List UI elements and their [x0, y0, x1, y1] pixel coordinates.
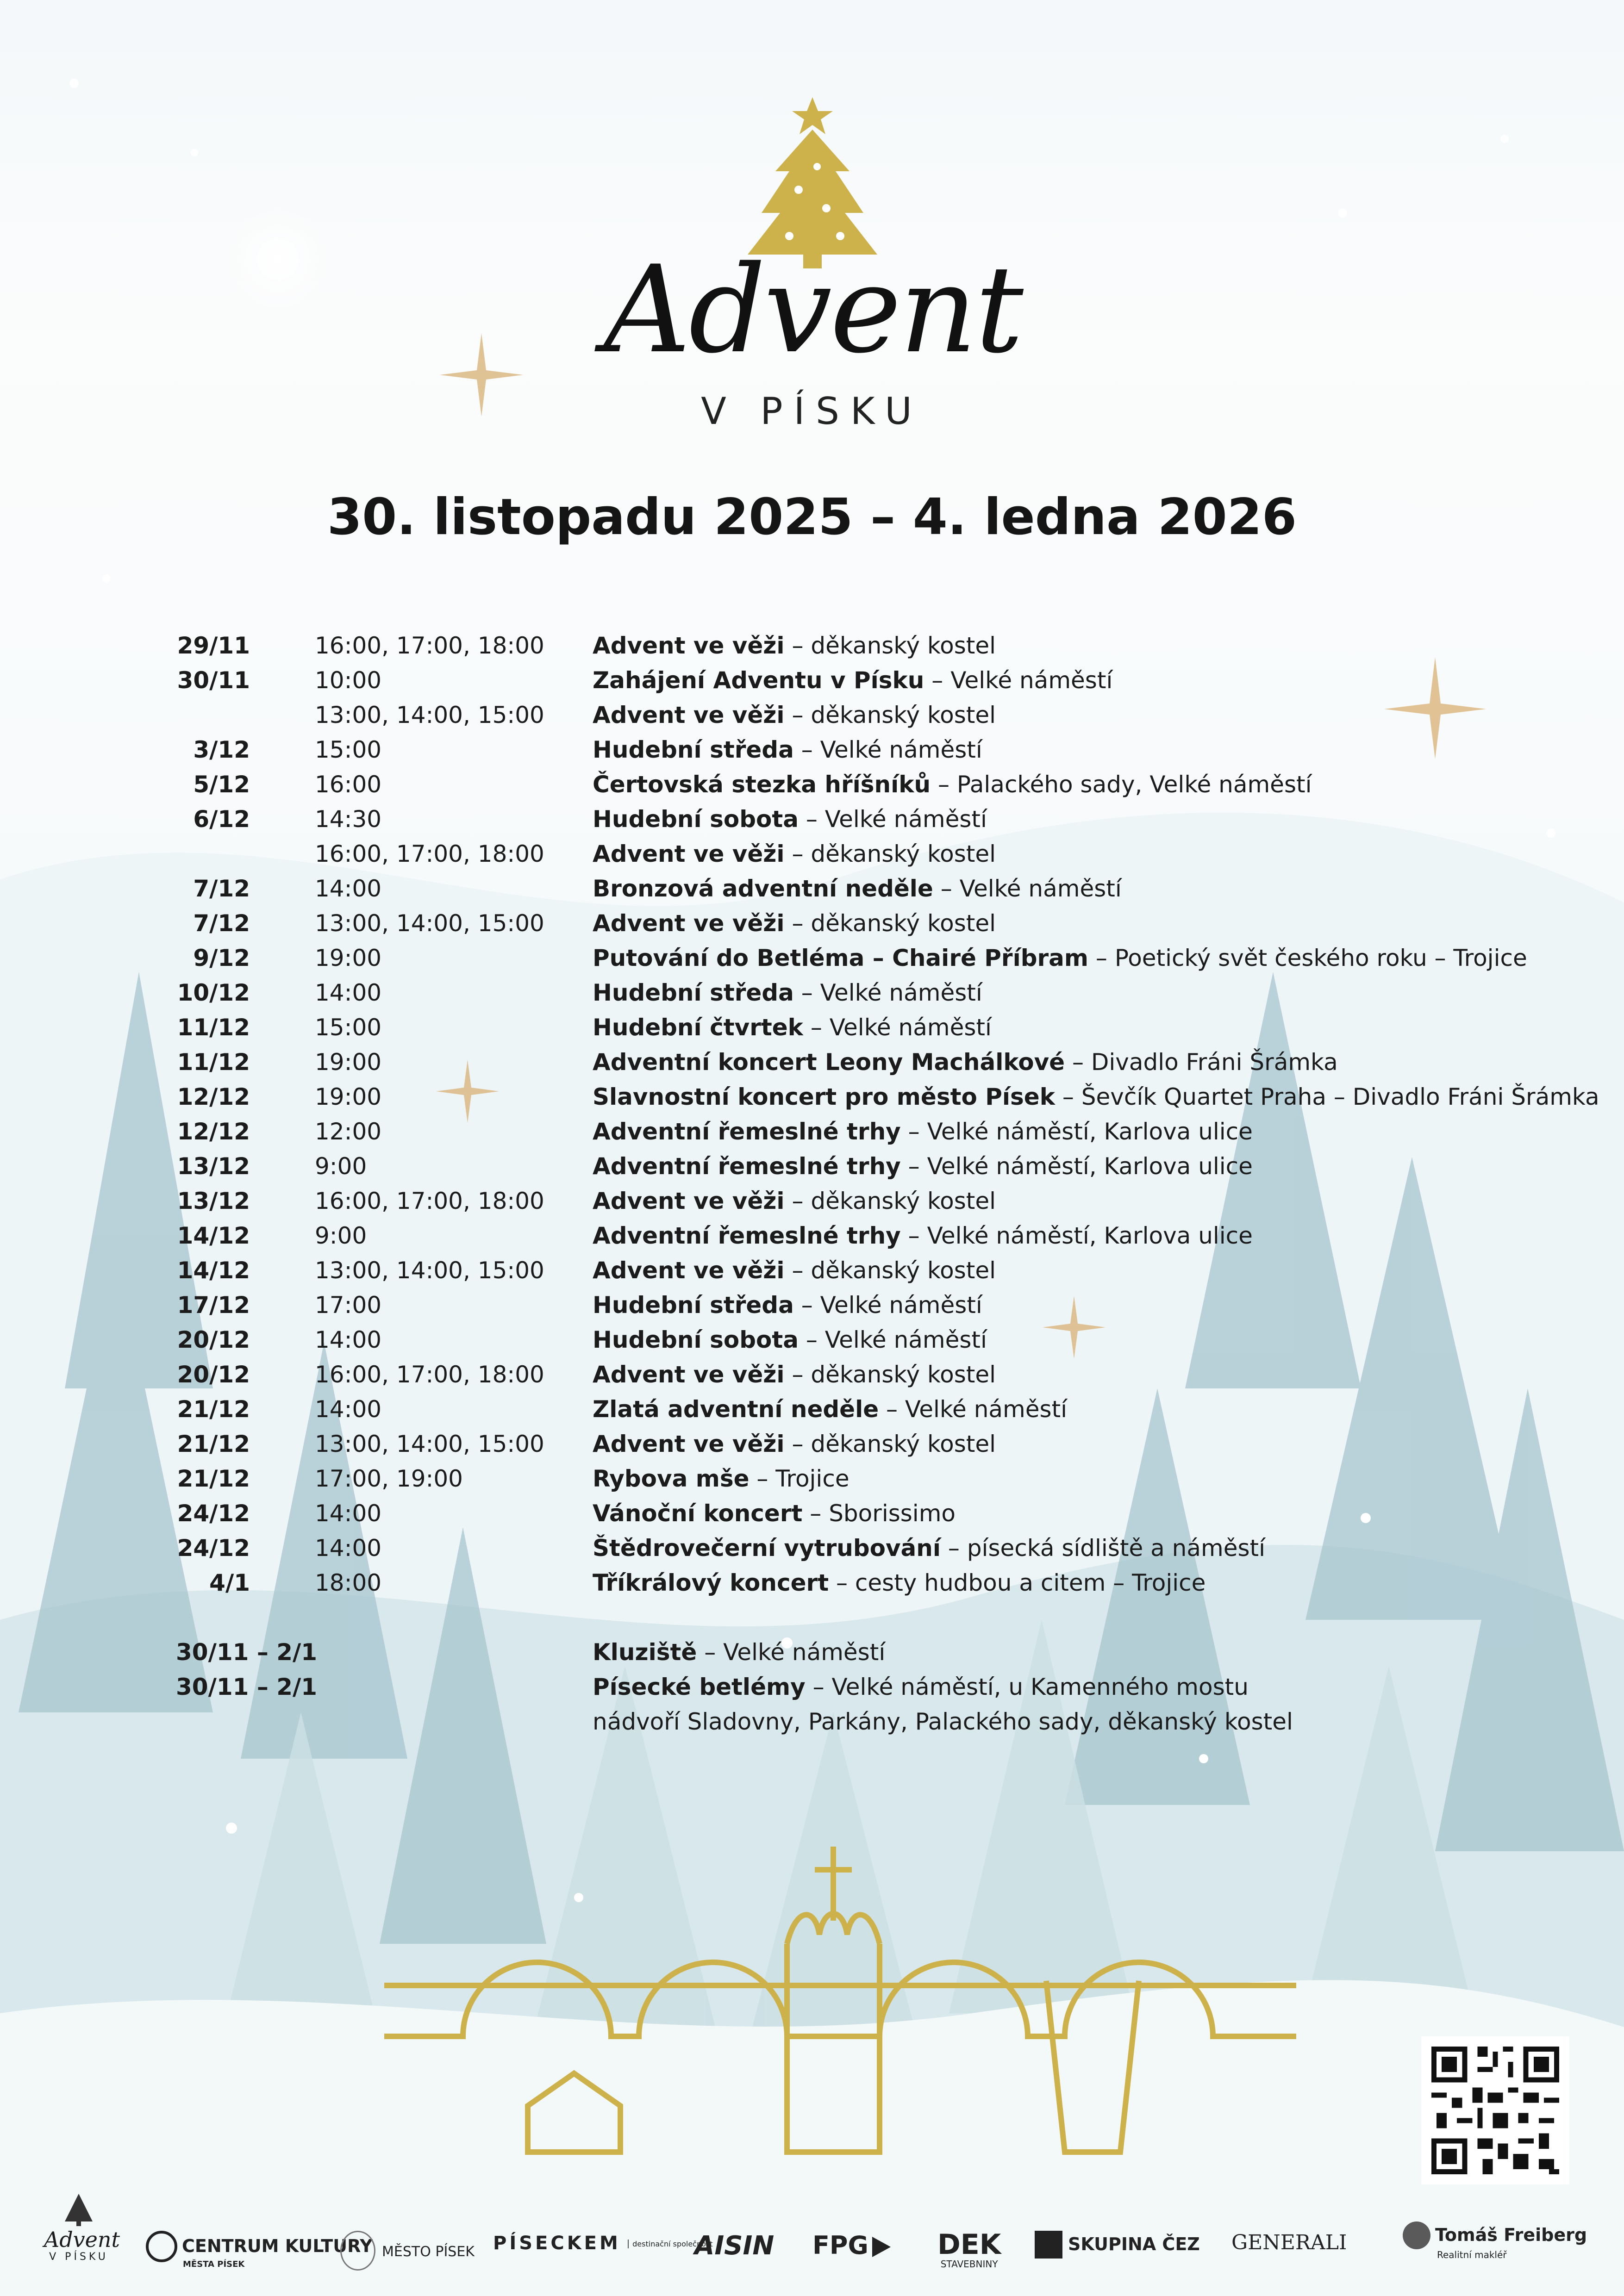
- long-event-location: – Velké náměstí, u Kamenného mostu: [805, 1674, 1249, 1700]
- event-date: 12/12: [177, 1083, 250, 1110]
- event-info: [593, 628, 996, 663]
- event-name: Advent ve věži: [593, 632, 785, 659]
- long-event-location: – Velké náměstí: [697, 1639, 886, 1666]
- event-name: Slavnostní koncert pro město Písek: [593, 1083, 1055, 1110]
- schedule-row: [153, 837, 1588, 871]
- event-location: – děkanský kostel: [784, 702, 996, 728]
- schedule-row: [153, 1427, 1588, 1462]
- event-time: 15:00: [315, 1014, 382, 1041]
- event-date: 29/11: [177, 632, 250, 659]
- schedule-row: [153, 1149, 1588, 1184]
- circle-logo-icon: [146, 2231, 177, 2262]
- mesto-pisek-logo: MĚSTO PÍSEK: [340, 2231, 475, 2271]
- schedule-row: [153, 976, 1588, 1010]
- event-location: – Velké náměstí, Karlova ulice: [900, 1118, 1253, 1145]
- event-info: [593, 976, 982, 1010]
- schedule-row: [153, 906, 1588, 941]
- event-info: [593, 1427, 996, 1462]
- event-info: [593, 1392, 1067, 1427]
- event-info: [593, 1253, 996, 1288]
- event-time: 13:00, 14:00, 15:00: [315, 1257, 544, 1284]
- event-name: Adventní řemeslné trhy: [593, 1118, 901, 1145]
- event-name: Zahájení Adventu v Písku: [593, 667, 924, 694]
- page-subtitle: V PÍSKU: [701, 390, 923, 433]
- event-location: – děkanský kostel: [784, 1257, 996, 1284]
- event-info: [593, 837, 996, 871]
- event-info: [593, 733, 982, 767]
- event-time: 19:00: [315, 1049, 382, 1076]
- event-location: – Sborissimo: [802, 1500, 956, 1527]
- event-time: 19:00: [315, 1083, 382, 1110]
- event-info: [593, 1149, 1253, 1184]
- aisin-logo: AISIN: [694, 2231, 775, 2261]
- event-name: Adventní řemeslné trhy: [593, 1153, 901, 1180]
- event-info: [593, 1184, 996, 1219]
- schedule-row: [153, 1392, 1588, 1427]
- date-range: 30. listopadu 2025 – 4. ledna 2026: [327, 488, 1297, 546]
- event-time: 14:00: [315, 1396, 382, 1423]
- schedule-row: [153, 1253, 1588, 1288]
- house-icon: [1403, 2221, 1430, 2249]
- event-date: 6/12: [193, 806, 250, 833]
- event-time: 14:00: [315, 1535, 382, 1562]
- event-time: 14:00: [315, 979, 382, 1006]
- schedule-row: [153, 628, 1588, 663]
- schedule-row: [153, 1566, 1588, 1600]
- event-date: 14/12: [177, 1222, 250, 1249]
- event-date: 11/12: [177, 1049, 250, 1076]
- event-info: [593, 1080, 1599, 1114]
- sponsor-logos: [0, 2175, 1624, 2296]
- centrum-kultury-logo: CENTRUM KULTURY MĚSTA PÍSEK: [146, 2231, 373, 2269]
- event-date: 21/12: [177, 1396, 250, 1423]
- event-time: 16:00, 17:00, 18:00: [315, 1188, 544, 1214]
- schedule-row: [153, 1219, 1588, 1253]
- event-name: Tříkrálový koncert: [593, 1569, 829, 1596]
- freiberg-logo: Tomáš Freiberg Realitní makléř: [1403, 2221, 1587, 2260]
- schedule-row: [153, 733, 1588, 767]
- event-info: [593, 906, 996, 941]
- long-event-location-continued: nádvoří Sladovny, Parkány, Palackého sady, děkanský kostel: [593, 1708, 1293, 1735]
- event-location: – Ševčík Quartet Praha – Divadlo Fráni Šrámka: [1055, 1083, 1599, 1110]
- event-name: Advent ve věži: [593, 1188, 785, 1214]
- schedule-row: [153, 1288, 1588, 1323]
- event-name: Hudební čtvrtek: [593, 1014, 803, 1041]
- schedule-row: [153, 802, 1588, 837]
- long-event-date: 30/11 – 2/1: [176, 1639, 318, 1666]
- event-info: [593, 663, 1112, 698]
- long-event-name: Kluziště: [593, 1639, 697, 1666]
- schedule-row: [153, 871, 1588, 906]
- event-name: Čertovská stezka hříšníků: [593, 771, 931, 798]
- event-info: [593, 1357, 996, 1392]
- event-date: 20/12: [177, 1326, 250, 1353]
- event-location: – Velké náměstí: [793, 736, 982, 763]
- event-location: – děkanský kostel: [784, 840, 996, 867]
- event-date: 11/12: [177, 1014, 250, 1041]
- advent-logo: Advent V PÍSKU: [44, 2194, 113, 2263]
- event-info: [593, 1566, 1206, 1600]
- long-event-name: Písecké betlémy: [593, 1674, 806, 1700]
- long-event-date: 30/11 – 2/1: [176, 1674, 318, 1700]
- event-time: 17:00, 19:00: [315, 1465, 463, 1492]
- event-location: – Velké náměstí: [798, 1326, 987, 1353]
- event-date: 9/12: [193, 945, 250, 971]
- event-name: Putování do Betléma – Chairé Příbram: [593, 945, 1089, 971]
- event-location: – Velké náměstí: [924, 667, 1113, 694]
- event-info: [593, 1288, 982, 1323]
- event-location: – děkanský kostel: [784, 910, 996, 937]
- schedule-row: [153, 1462, 1588, 1496]
- event-name: Advent ve věži: [593, 840, 785, 867]
- event-location: – Velké náměstí: [933, 875, 1122, 902]
- event-name: Advent ve věži: [593, 1361, 785, 1388]
- event-name: Adventní koncert Leony Machálkové: [593, 1049, 1065, 1076]
- long-event-row: [153, 1635, 1588, 1670]
- event-info: [593, 1219, 1253, 1253]
- fpg-logo: FPG: [812, 2231, 891, 2260]
- event-info: [593, 1114, 1253, 1149]
- event-location: – Divadlo Fráni Šrámka: [1065, 1049, 1338, 1076]
- event-name: Štědrovečerní vytrubování: [593, 1535, 941, 1562]
- event-time: 12:00: [315, 1118, 382, 1145]
- event-time: 13:00, 14:00, 15:00: [315, 910, 544, 937]
- mini-tree-icon: [65, 2194, 93, 2226]
- event-name: Bronzová adventní neděle: [593, 875, 933, 902]
- event-time: 9:00: [315, 1153, 367, 1180]
- event-time: 19:00: [315, 945, 382, 971]
- event-date: 12/12: [177, 1118, 250, 1145]
- schedule-row: [153, 1080, 1599, 1114]
- event-date: 7/12: [193, 875, 250, 902]
- event-location: – Poetický svět českého roku – Trojice: [1088, 945, 1527, 971]
- schedule-row: [153, 663, 1588, 698]
- event-time: 15:00: [315, 736, 382, 763]
- event-date: 4/1: [209, 1569, 250, 1596]
- event-date: 7/12: [193, 910, 250, 937]
- event-location: – Velké náměstí: [803, 1014, 992, 1041]
- schedule-row: [153, 767, 1588, 802]
- event-date: 13/12: [177, 1188, 250, 1214]
- event-time: 13:00, 14:00, 15:00: [315, 1431, 544, 1457]
- long-event-row-continued: [153, 1705, 1588, 1739]
- event-info: [593, 1496, 956, 1531]
- event-time: 13:00, 14:00, 15:00: [315, 702, 544, 728]
- event-time: 14:00: [315, 1500, 382, 1527]
- schedule-row: [153, 1114, 1588, 1149]
- event-location: – Palackého sady, Velké náměstí: [931, 771, 1312, 798]
- schedule-row: [153, 1531, 1588, 1566]
- cez-square-icon: [1035, 2231, 1062, 2259]
- event-location: – písecká sídliště a náměstí: [941, 1535, 1266, 1562]
- long-event-info: [593, 1635, 885, 1670]
- event-date: 24/12: [177, 1535, 250, 1562]
- event-name: Adventní řemeslné trhy: [593, 1222, 901, 1249]
- event-name: Advent ve věži: [593, 702, 785, 728]
- page-title: Advent: [604, 240, 1022, 380]
- event-time: 14:00: [315, 1326, 382, 1353]
- event-time: 14:30: [315, 806, 382, 833]
- event-info: [593, 941, 1527, 976]
- dek-logo: DEK STAVEBNINY: [937, 2228, 1001, 2270]
- event-info: [593, 1462, 849, 1496]
- qr-code[interactable]: [1421, 2036, 1569, 2184]
- event-date: 14/12: [177, 1257, 250, 1284]
- event-time: 10:00: [315, 667, 382, 694]
- event-date: 17/12: [177, 1292, 250, 1319]
- event-location: – Velké náměstí: [879, 1396, 1068, 1423]
- cez-logo: SKUPINA ČEZ: [1035, 2231, 1200, 2259]
- event-info: [593, 802, 987, 837]
- event-name: Zlatá adventní neděle: [593, 1396, 879, 1423]
- schedule-row: [153, 941, 1588, 976]
- schedule-row: [153, 1010, 1588, 1045]
- event-name: Advent ve věži: [593, 1257, 785, 1284]
- long-event-row: [153, 1670, 1588, 1705]
- event-info: [593, 1010, 992, 1045]
- event-schedule: [153, 628, 1599, 1739]
- event-location: – Velké náměstí: [798, 806, 987, 833]
- event-name: Hudební sobota: [593, 806, 799, 833]
- event-time: 9:00: [315, 1222, 367, 1249]
- schedule-row: [153, 698, 1588, 733]
- event-name: Advent ve věži: [593, 1431, 785, 1457]
- event-date: 21/12: [177, 1431, 250, 1457]
- event-name: Hudební sobota: [593, 1326, 799, 1353]
- pisecko-logo: PÍSECKEM destinační společnost: [493, 2233, 713, 2254]
- event-location: – děkanský kostel: [784, 1188, 996, 1214]
- event-name: Hudební středa: [593, 979, 794, 1006]
- schedule-row: [153, 1184, 1588, 1219]
- event-location: – Velké náměstí: [793, 1292, 982, 1319]
- event-location: – Velké náměstí, Karlova ulice: [900, 1153, 1253, 1180]
- arrow-icon: [872, 2237, 891, 2257]
- schedule-row: [153, 1496, 1588, 1531]
- event-date: 5/12: [193, 771, 250, 798]
- event-name: Advent ve věži: [593, 910, 785, 937]
- event-location: – děkanský kostel: [784, 1361, 996, 1388]
- long-event-info: [593, 1670, 1249, 1705]
- event-date: 13/12: [177, 1153, 250, 1180]
- event-time: 14:00: [315, 875, 382, 902]
- event-info: [593, 1323, 987, 1357]
- event-name: Vánoční koncert: [593, 1500, 803, 1527]
- event-location: – děkanský kostel: [784, 1431, 996, 1457]
- event-date: 3/12: [193, 736, 250, 763]
- event-date: 24/12: [177, 1500, 250, 1527]
- generali-logo: GENERALI: [1231, 2231, 1347, 2254]
- event-time: 16:00, 17:00, 18:00: [315, 632, 544, 659]
- event-info: [593, 698, 996, 733]
- event-time: 16:00, 17:00, 18:00: [315, 840, 544, 867]
- event-info: [593, 767, 1312, 802]
- event-location: – Velké náměstí: [793, 979, 982, 1006]
- event-name: Rybova mše: [593, 1465, 750, 1492]
- event-info: [593, 871, 1122, 906]
- event-time: 16:00: [315, 771, 382, 798]
- schedule-row: [153, 1357, 1588, 1392]
- schedule-row: [153, 1323, 1588, 1357]
- event-time: 18:00: [315, 1569, 382, 1596]
- schedule-row: [153, 1045, 1588, 1080]
- event-date: 21/12: [177, 1465, 250, 1492]
- schedule-gap: [153, 1600, 1588, 1635]
- event-location: – Velké náměstí, Karlova ulice: [900, 1222, 1253, 1249]
- event-location: – děkanský kostel: [784, 632, 996, 659]
- coat-of-arms-icon: [340, 2231, 375, 2271]
- event-date: 20/12: [177, 1361, 250, 1388]
- event-name: Hudební středa: [593, 736, 794, 763]
- event-date: 30/11: [177, 667, 250, 694]
- event-time: 16:00, 17:00, 18:00: [315, 1361, 544, 1388]
- event-info: [593, 1531, 1265, 1566]
- event-time: 17:00: [315, 1292, 382, 1319]
- event-date: 10/12: [177, 979, 250, 1006]
- event-location: – cesty hudbou a citem – Trojice: [829, 1569, 1206, 1596]
- event-info: [593, 1045, 1338, 1080]
- event-location: – Trojice: [749, 1465, 849, 1492]
- event-name: Hudební středa: [593, 1292, 794, 1319]
